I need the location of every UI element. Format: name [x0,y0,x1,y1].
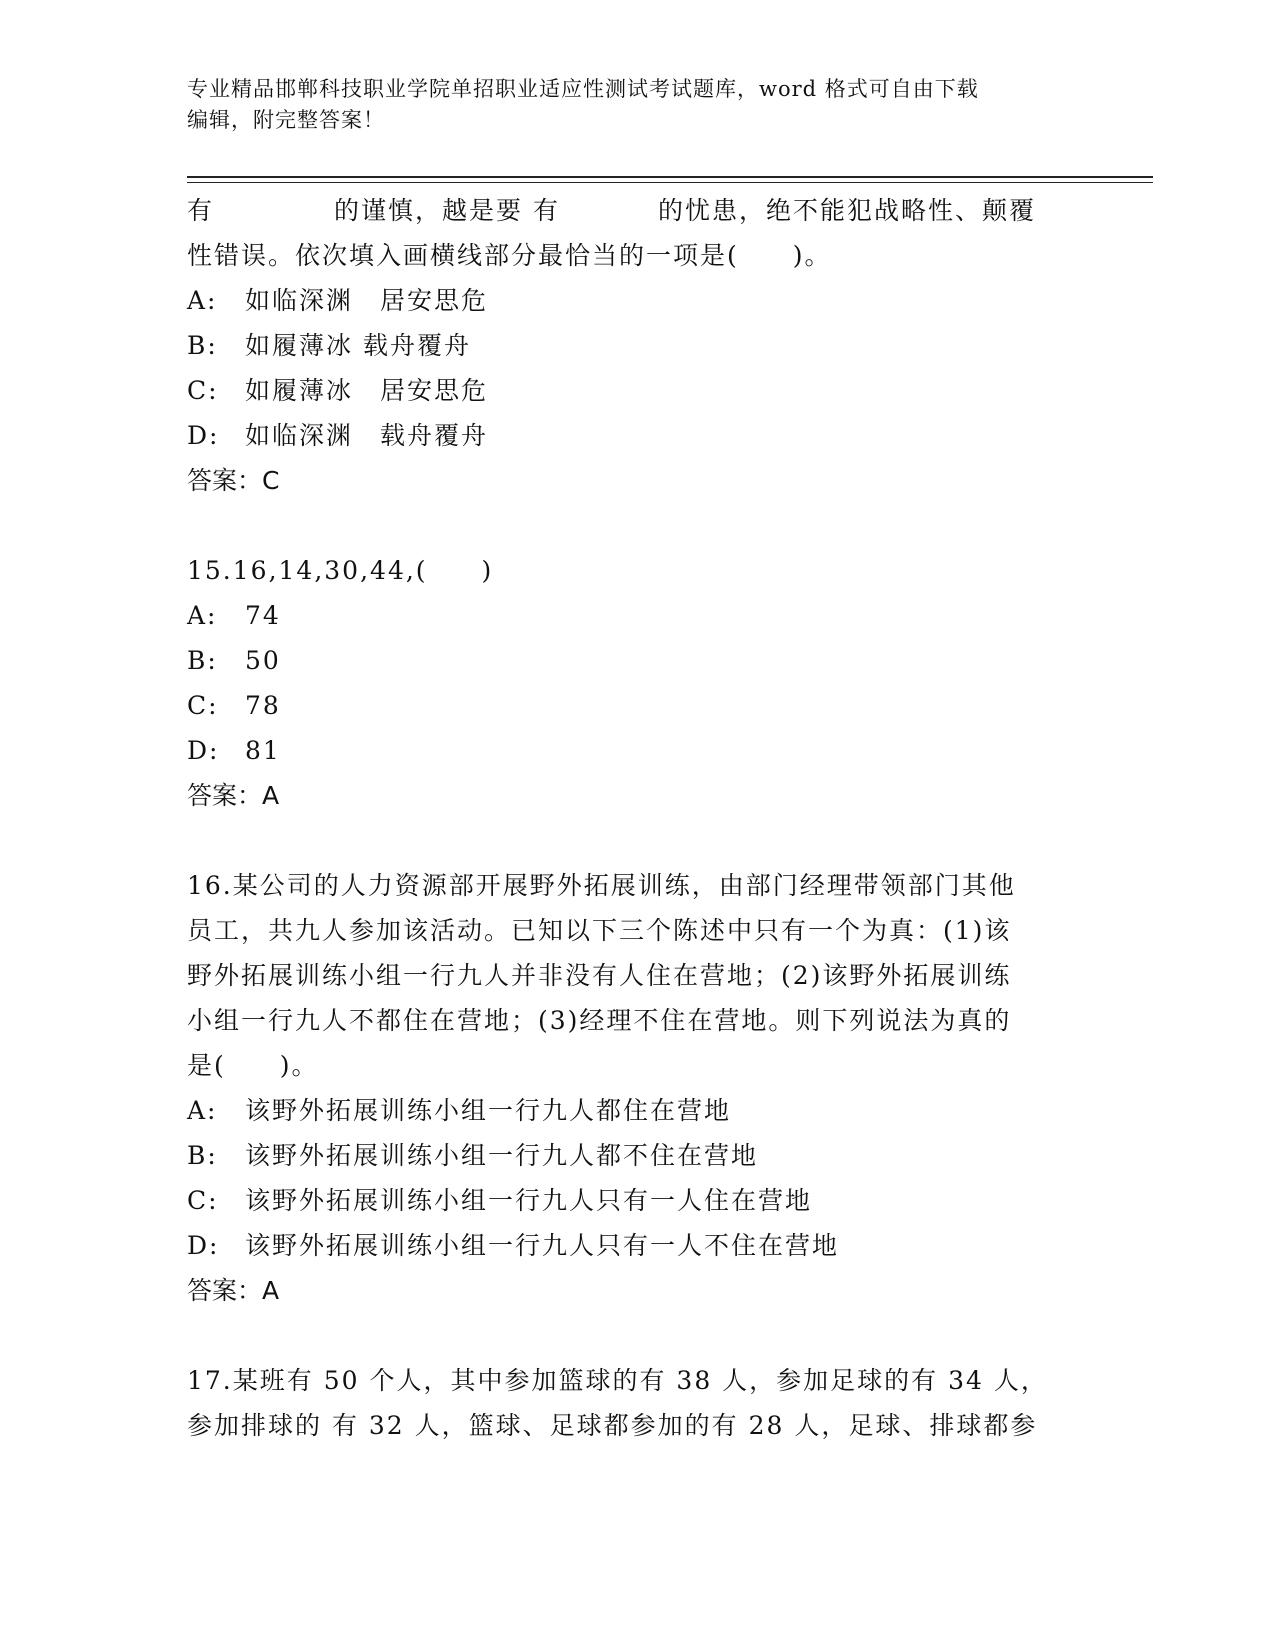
question-14 [187,188,1087,503]
option-d[interactable]: D: 如临深渊 载舟覆舟 [187,421,489,450]
option-c[interactable]: C: 如履薄冰 居安思危 [187,376,489,405]
question-17-stem-line: 参加排球的 有 32 人，篮球、足球都参加的有 28 人，足球、排球都参 [187,1411,1038,1440]
answer-line: 答案：A [187,1276,280,1305]
answer-line: 答案：A [187,781,280,810]
option-c[interactable]: C: 78 [187,691,281,720]
header-divider-thin [187,182,1153,183]
answer-line: 答案：C [187,466,280,495]
question-16-stem-line: 是( )。 [187,1051,319,1080]
question-14-stem-line-1: 有 的谨慎，越是要 有 的忧患，绝不能犯战略性、颠覆 [187,196,1036,225]
option-d[interactable]: D: 81 [187,736,281,765]
question-16 [187,863,1087,1313]
document-header [187,74,1067,136]
option-b[interactable]: B: 该野外拓展训练小组一行九人都不住在营地 [187,1141,759,1170]
option-b[interactable]: B: 50 [187,646,281,675]
question-17 [187,1358,1087,1448]
option-a[interactable]: A: 74 [187,601,281,630]
question-16-stem-line: 员工，共九人参加该活动。已知以下三个陈述中只有一个为真：(1)该 [187,916,1012,945]
option-b[interactable]: B: 如履薄冰 载舟覆舟 [187,331,471,360]
question-15 [187,548,1087,818]
document-body [187,188,1087,1448]
option-d[interactable]: D: 该野外拓展训练小组一行九人只有一人不住在营地 [187,1231,840,1260]
header-divider-thick [187,176,1153,178]
header-line-2: 编辑，附完整答案！ [187,108,385,132]
header-line-1: 专业精品邯郸科技职业学院单招职业适应性测试考试题库，word 格式可自由下载 [187,77,979,101]
question-16-stem-line: 16.某公司的人力资源部开展野外拓展训练，由部门经理带领部门其他 [187,871,1016,900]
question-14-stem-line-2: 性错误。依次填入画横线部分最恰当的一项是( )。 [187,241,832,270]
question-16-stem-line: 野外拓展训练小组一行九人并非没有人住在营地；(2)该野外拓展训练 [187,961,1012,990]
question-17-stem-line: 17.某班有 50 个人，其中参加篮球的有 38 人，参加足球的有 34 人， [187,1366,1048,1395]
question-15-stem: 15.16,14,30,44,( ) [187,556,494,585]
option-a[interactable]: A: 如临深渊 居安思危 [187,286,489,315]
option-c[interactable]: C: 该野外拓展训练小组一行九人只有一人住在营地 [187,1186,813,1215]
question-16-stem-line: 小组一行九人不都住在营地；(3)经理不住在营地。则下列说法为真的 [187,1006,1012,1035]
option-a[interactable]: A: 该野外拓展训练小组一行九人都住在营地 [187,1096,732,1125]
